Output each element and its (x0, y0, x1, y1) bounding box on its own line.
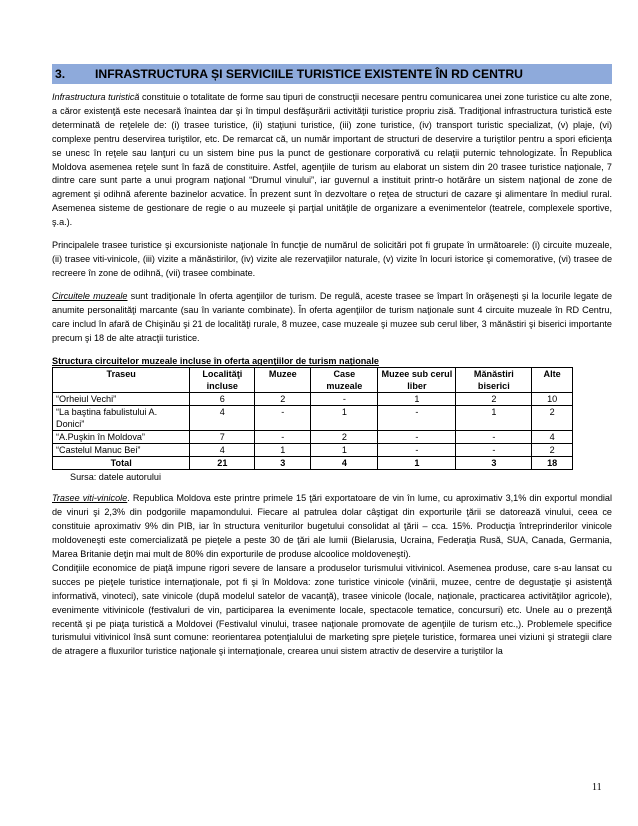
table-cell: - (456, 431, 532, 444)
paragraph-body-museum-circuits: sunt tradiţionale în oferta agenţiilor de turism. De regulă, aceste trasee se împart în orăşeneşti şi la locurile legate de anumite personalităţi marcante (sau în variante combinate). În oferta agenţiilor de turism naţionale sunt 4 circuite muzeale în RD Centru, care includ în afară de Chişinău şi 21 de localităţi rurale, 8 muzee, case muzeale şi muzee sub cerul liber, 3 mănăstiri şi biserici importante precum şi 18 de alte atracţii turistice. (52, 290, 612, 343)
table-cell: 4 (311, 457, 378, 470)
table-header: Traseu (53, 368, 190, 393)
paragraph-wine-routes (52, 492, 612, 562)
document-page (52, 64, 612, 659)
table-cell: 3 (255, 457, 311, 470)
table-header-row (53, 368, 573, 393)
table-header: Mănăstiri biserici (456, 368, 532, 393)
table-cell: 21 (190, 457, 255, 470)
table-cell: 1 (311, 406, 378, 431)
table-source: Sursa: datele autorului (70, 472, 161, 483)
table-cell: 10 (532, 393, 573, 406)
paragraph-infrastructure (52, 91, 612, 230)
paragraph-body-wine-routes: . Republica Moldova este printre primele 15 ţări exportatoare de vin în lume, cu aproximativ 3,1% din exportul mondial de vinuri şi 2,3% din podgoriile mapamondului. Fiecare al patrulea dolar câştigat din exporturile ţării se datorează vinului, ceea ce constituie aproximativ 9% din PIB, iar în structura veniturilor bugetului consolidat al ţării – cca. 15%. Producţia întreprinderilor vinicole moldoveneşti este comercializată pe pieţele a peste 30 de ţări ale lumii (Bielarusia, Ucraina, Federaţia Rusă, SUA, Canada, Germania, Marea Britanie deţin mai mult de 80% din exporturile de produse alcoolice moldoveneşti). (52, 493, 612, 560)
table-cell: 3 (456, 457, 532, 470)
table-header: Localităţi incluse (190, 368, 255, 393)
table-row (53, 406, 573, 431)
table-cell: 1 (378, 393, 456, 406)
table-cell: 4 (190, 444, 255, 457)
table-cell: 4 (190, 406, 255, 431)
table-header: Muzee sub cerul liber (378, 368, 456, 393)
table-cell: 2 (255, 393, 311, 406)
table-cell: - (311, 393, 378, 406)
table-cell: - (378, 406, 456, 431)
table-cell: 1 (378, 457, 456, 470)
table-cell: - (378, 431, 456, 444)
table-cell: - (456, 444, 532, 457)
table-header: Muzee (255, 368, 311, 393)
museum-circuits-table (52, 367, 573, 470)
section-heading (52, 64, 612, 84)
paragraph-lead-wine-routes: Trasee viti-vinicole (52, 493, 128, 504)
table-cell: 1 (311, 444, 378, 457)
table-cell: 18 (532, 457, 573, 470)
table-cell: 4 (532, 431, 573, 444)
table-cell: 2 (532, 406, 573, 431)
paragraph-museum-circuits (52, 290, 612, 346)
table-cell: 2 (311, 431, 378, 444)
table-cell: 6 (190, 393, 255, 406)
table-cell: 7 (190, 431, 255, 444)
table-cell: “A.Puşkin în Moldova” (53, 431, 190, 444)
paragraph-lead-museum-circuits: Circuitele muzeale (52, 290, 128, 301)
table-cell: - (255, 406, 311, 431)
table-cell: 1 (456, 406, 532, 431)
table-cell: - (378, 444, 456, 457)
table-header: Alte (532, 368, 573, 393)
table-header: Case muzeale (311, 368, 378, 393)
table-cell: 2 (532, 444, 573, 457)
paragraph-market-conditions: Condiţiile economice de piaţă impune rigori severe de lansare a produselor turismului vitivinicol. Asemenea produse, care s-au lansat cu succes pe pieţele turistice internaţionale, pot fi şi în Moldova: zone turistice vinicole (vinării, muzee, centre de degustaţie şi asistenţă informativă, vinoteci), sate vinicole (după modelul satelor de vacanţă), trasee vinicole (locale, naţionale, practicarea activităţilor agricole), evenimente vitivinicole (festivaluri de vin, participarea la evenimente locale, spectacole tematice, concursuri) etc. Unele au o prezenţă recentă şi pe piaţa turistică a Moldovei (Festivalul vinului, trasee naţionale promovate de agenţiile de turism etc.,). Problemele specifice turismului vitivinicol însă sunt comune: reorientarea potenţialului de marketing spre pieţele turistice, formarea unei viziuni şi strategii clare de atragere a fluxurilor turistice naţionale şi internaţionale, crearea unui sistem atractiv de deservire a turiştilor la (52, 562, 612, 657)
table-cell: “Castelul Manuc Bei” (53, 444, 190, 457)
paragraph-body-infrastructure: constituie o totalitate de forme sau tipuri de construcţii necesare pentru comunicarea unei zone turistice cu alte zone, a căror existenţă este necesară înaintea dar şi în timpul desfăşurării activităţii turistice propriu zisă. Tradiţional infrastructura turistică este determinată de reţelele de: (i) trasee turistice, (ii) staţiuni turistice, (iii) zone turistice, (iv) transport turistic specializat, (v) plaje, (vi) complexe pentru deservirea turiştilor, etc. De remarcat că, un număr important de structuri de deservire a turiştilor pentru a spori eficienţa se unesc în reţele sau lanţuri cu un sistem bine pus la punct de gestionare corporativă cu relaţii puternic tehnologizate. În Republica Moldova asemenea reţele sunt în fază de constituire. Astfel, agenţiile de turism au elaborat un sistem din 20 trasee turistice naţionale, 7 dintre care sunt parte a unui program naţional “Drumul vinului”, iar guvernul a instituit printr-o hotărâre un sistem naţional de zone de agrement şi odihnă aferente bazinelor acvatice. În prezent sunt în dezvoltare o reţea de structuri de cazare şi alimentare în mediul rural. Asemenea sisteme de gestionare de regie o au muzeele şi parţial unităţile de organizare a evenimentelor (teatrele, complexele sportive, ş.a.). (52, 92, 612, 228)
table-row (53, 444, 573, 457)
table-row (53, 431, 573, 444)
table-cell: - (255, 431, 311, 444)
table-caption: Structura circuitelor muzeale incluse în oferta agenţiilor de turism naţionale (52, 356, 379, 367)
paragraph-routes: Principalele trasee turistice şi excursioniste naţionale în funcţie de numărul de solicitări pot fi grupate în următoarele: (i) circuite muzeale, (ii) trasee viti-vinicole, (iii) vizite a mănăstirilor, (iv) vizite ale rezervaţiilor naturale, (v) vizite în locuri istorice şi comemorative, (vi) trasee de recreere în zone de odihnă, (vii) trasee combinate. (52, 240, 612, 278)
table-total-row (53, 457, 573, 470)
section-title: INFRASTRUCTURA ȘI SERVICIILE TURISTICE EXISTENTE ÎN RD CENTRU (95, 67, 523, 81)
paragraph-lead-infrastructure: Infrastructura turistică (52, 92, 140, 102)
table-cell: 2 (456, 393, 532, 406)
table-cell: “Orheiul Vechi” (53, 393, 190, 406)
page-number: 11 (592, 782, 602, 793)
table-row (53, 393, 573, 406)
table-cell: 1 (255, 444, 311, 457)
table-cell: “La baştina fabulistului A. Donici” (53, 406, 190, 431)
section-number: 3. (55, 67, 66, 81)
table-cell: Total (53, 457, 190, 470)
